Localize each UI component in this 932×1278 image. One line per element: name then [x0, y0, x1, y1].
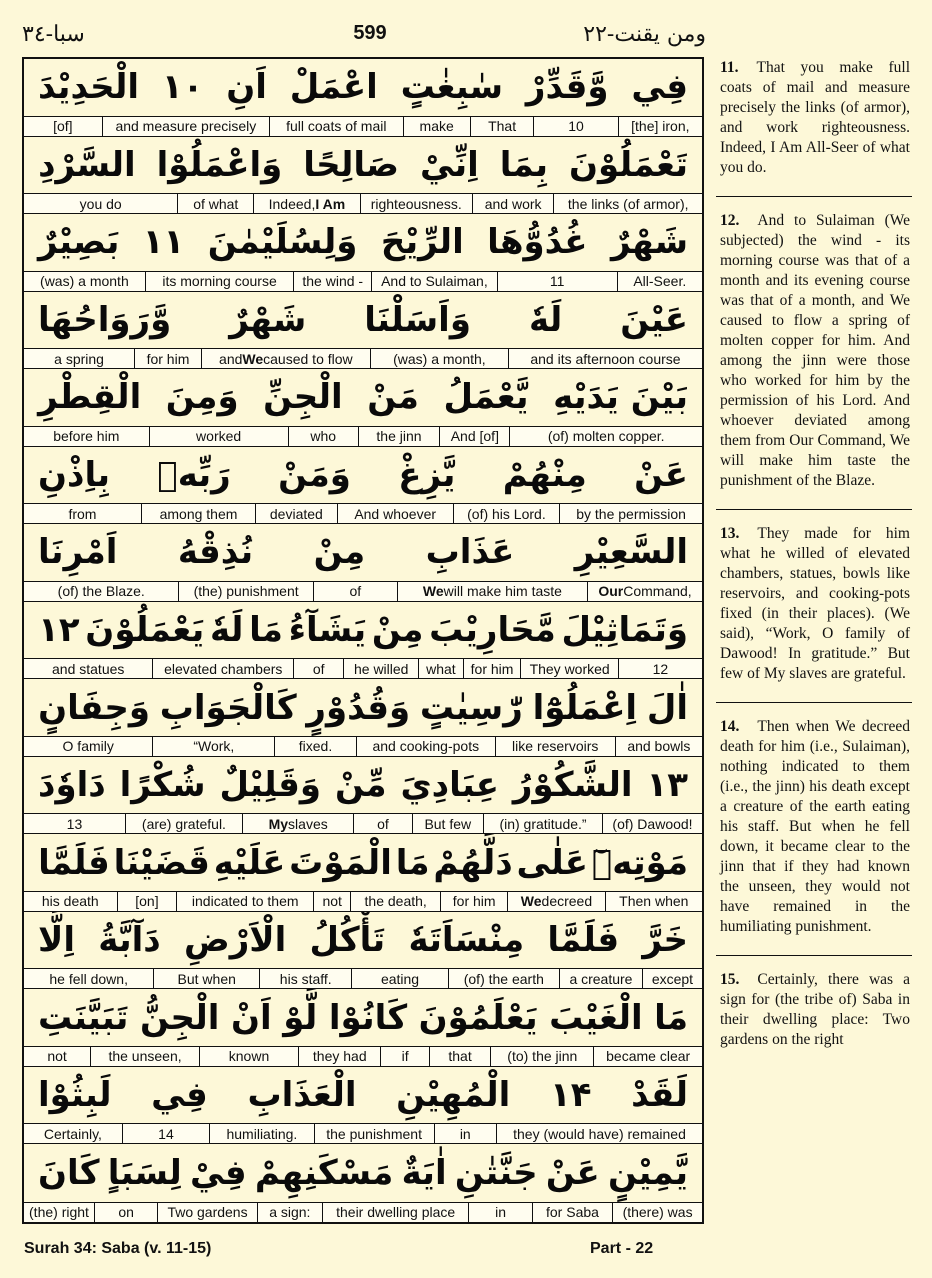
- translation-cell: 12: [618, 659, 702, 678]
- verse-row: [24, 912, 702, 990]
- arabic-word: وَاَسَلْنَا: [364, 299, 471, 340]
- arabic-word: عِبَادِيَ: [400, 765, 499, 806]
- arabic-word: تَعْمَلُوْنَ: [569, 144, 688, 185]
- translation-cell: Certainly,: [43, 1125, 102, 1142]
- arabic-word: عَنْ: [545, 1153, 600, 1194]
- sidebar-divider: [716, 509, 912, 510]
- translation-cell: a spring: [54, 350, 104, 367]
- translation-cell: Indeed, I Am: [253, 194, 359, 213]
- translation-cell: and its afternoon course: [508, 349, 702, 368]
- arabic-word: ۱۳: [646, 765, 688, 806]
- translation-line: [24, 271, 702, 292]
- translation-cell: (to) the jinn: [490, 1047, 593, 1066]
- sidebar-divider: [716, 955, 912, 956]
- arabic-word: مَسْكَنِهِمْ: [254, 1153, 394, 1194]
- arabic-word: السَّعِيْرِ: [574, 532, 688, 573]
- arabic-word: وَجِفَانٍ: [38, 687, 150, 728]
- translation-cell: deviated: [255, 504, 337, 523]
- translation-cell: of: [353, 814, 411, 833]
- arabic-word: فِي: [631, 67, 688, 108]
- verse-row: [24, 602, 702, 680]
- arabic-word: يَشَآءُ: [288, 609, 367, 650]
- verse-text: That you make full coats of mail and measure precisely the links (of armor), and work righteousness. Indeed, I Am All-Seer of what you do.: [720, 59, 910, 176]
- verse-row: [24, 1067, 702, 1145]
- translation-cell: by the permission: [559, 504, 702, 523]
- translation-cell: the links (of armor),: [553, 194, 702, 213]
- translation-line: [24, 891, 702, 912]
- arabic-word: الْحَدِيْدَ: [38, 67, 140, 108]
- translation-cell: the punishment: [314, 1124, 434, 1143]
- translation-cell: (the) right: [29, 1204, 89, 1221]
- translation-sidebar: [720, 58, 910, 1068]
- word-by-word-grid: [22, 57, 704, 1224]
- translation-line: [24, 1123, 702, 1144]
- arabic-word: وَلِسُلَيْمٰنَ: [207, 222, 358, 263]
- translation-line: [24, 813, 702, 834]
- verse-row: [24, 989, 702, 1067]
- translation-cell: eating: [351, 969, 447, 988]
- translation-cell: for him: [440, 892, 507, 911]
- footer-surah: Surah 34: Saba (v. 11-15): [24, 1240, 212, 1257]
- arabic-word: ۱۰: [161, 67, 204, 108]
- arabic-word: دَاوٗدَ: [38, 765, 106, 806]
- translation-cell: and We caused to flow: [201, 349, 370, 368]
- arabic-line: [24, 834, 702, 891]
- arabic-line: [24, 524, 702, 581]
- translation-line: [24, 1202, 702, 1222]
- translation-cell: indicated to them: [176, 892, 313, 911]
- translation-cell: in: [434, 1124, 496, 1143]
- arabic-word: اَمْرِنَا: [38, 532, 118, 573]
- arabic-word: يَّعْمَلُ: [443, 377, 529, 418]
- arabic-word: بِاِذْنِ: [38, 454, 111, 495]
- arabic-line: [24, 369, 702, 426]
- arabic-word: ۱۱: [142, 222, 185, 263]
- translation-cell: elevated chambers: [152, 659, 293, 678]
- translation-cell: his death: [41, 893, 99, 910]
- translation-cell: and measure precisely: [102, 117, 269, 136]
- translation-cell: Two gardens: [157, 1203, 256, 1222]
- arabic-word: عَنْ: [634, 454, 688, 495]
- translation-cell: known: [199, 1047, 298, 1066]
- translation-line: [24, 658, 702, 679]
- translation-cell: in: [468, 1203, 531, 1222]
- arabic-word: اِنِّيْ: [419, 144, 479, 185]
- arabic-word: مِنْ: [313, 532, 366, 573]
- arabic-word: يَعْمَلُوْنَ: [85, 609, 205, 650]
- arabic-word: صَالِحًا: [303, 144, 399, 185]
- sidebar-divider: [716, 196, 912, 197]
- translation-cell: a sign:: [257, 1203, 322, 1222]
- arabic-line: [24, 757, 702, 814]
- verse-number: 14.: [720, 718, 740, 735]
- arabic-word: اٰيَةٌ: [401, 1153, 447, 1194]
- arabic-word: الْمَوْتَ: [289, 842, 392, 883]
- translation-cell: for him: [463, 659, 521, 678]
- arabic-word: عَلٰى: [516, 842, 589, 883]
- translation-cell: (was) a month,: [370, 349, 508, 368]
- arabic-word: وَّقَدِّرْ: [525, 67, 609, 108]
- arabic-word: اَنْ: [231, 997, 272, 1038]
- verse-row: [24, 524, 702, 602]
- translation-cell: My slaves: [242, 814, 353, 833]
- arabic-word: اَنِ: [226, 67, 267, 108]
- translation-cell: righteousness.: [360, 194, 472, 213]
- translation-cell: except: [642, 969, 702, 988]
- translation-cell: and statues: [52, 660, 125, 677]
- arabic-line: [24, 292, 702, 349]
- translation-cell: who: [288, 427, 358, 446]
- arabic-word: مِّنْ: [334, 765, 387, 806]
- arabic-word: يَّمِيْنٍ: [607, 1153, 688, 1194]
- translation-cell: humiliating.: [209, 1124, 314, 1143]
- arabic-word: ۱۴: [549, 1075, 592, 1116]
- translation-cell: his staff.: [259, 969, 351, 988]
- translation-cell: they (would have) remained: [496, 1124, 702, 1143]
- arabic-word: الْعَذَابِ: [247, 1075, 357, 1116]
- translation-cell: the unseen,: [90, 1047, 199, 1066]
- translation-cell: But when: [153, 969, 259, 988]
- translation-cell: that: [429, 1047, 491, 1066]
- translation-cell: he fell down,: [49, 970, 128, 987]
- translation-cell: (of) the earth: [448, 969, 559, 988]
- translation-cell: O family: [62, 738, 114, 755]
- translation-cell: Our Command,: [587, 582, 702, 601]
- arabic-word: اِلَّا: [38, 920, 75, 961]
- translation-line: [24, 736, 702, 757]
- arabic-word: وَقَلِيْلٌ: [219, 765, 322, 806]
- arabic-word: خَرَّ: [642, 920, 688, 961]
- arabic-word: بَيْنَ يَدَيْهِ: [553, 377, 688, 418]
- arabic-word: لَهٗ: [209, 609, 244, 650]
- arabic-word: مَنْ: [367, 377, 419, 418]
- arabic-word: الْقِطْرِ: [38, 377, 142, 418]
- arabic-word: عَيْنَ: [620, 299, 688, 340]
- verse-text: They made for him what he willed of elevated chambers, statues, bowls like reservoirs, and cooking-pots fixed (in their places). (We said), “Work, O family of Dawood! In gratitude.” But few of My slaves are grateful.: [720, 525, 910, 682]
- translation-cell: not: [47, 1048, 67, 1065]
- translation-cell: if: [380, 1047, 428, 1066]
- translation-cell: Then when: [605, 892, 702, 911]
- arabic-word: لَقَدْ: [631, 1075, 688, 1116]
- arabic-word: فِيْ: [190, 1153, 247, 1194]
- translation-cell: We will make him taste: [397, 582, 587, 601]
- sidebar-verse: [720, 970, 910, 1050]
- verse-number: 11.: [720, 59, 739, 76]
- translation-line: [24, 503, 702, 524]
- translation-cell: (in) gratitude.”: [483, 814, 602, 833]
- translation-cell: and cooking-pots: [356, 737, 495, 756]
- verse-row: [24, 447, 702, 525]
- arabic-word: شَهْرٌ: [229, 299, 307, 340]
- arabic-word: مَا: [395, 842, 430, 883]
- translation-cell: you do: [79, 195, 122, 212]
- verse-row: [24, 834, 702, 912]
- verse-row: [24, 757, 702, 835]
- arabic-word: شَهْرٌ: [610, 222, 688, 263]
- translation-cell: on: [94, 1203, 157, 1222]
- arabic-word: وَمِنَ: [165, 377, 239, 418]
- arabic-word: دَآبَّةُ: [98, 920, 161, 961]
- arabic-word: مِنْهُمْ: [502, 454, 587, 495]
- translation-cell: (there) was: [612, 1203, 702, 1222]
- translation-cell: 14: [122, 1124, 209, 1143]
- arabic-line: [24, 59, 702, 116]
- translation-cell: became clear: [593, 1047, 702, 1066]
- translation-cell: the death,: [350, 892, 440, 911]
- translation-cell: [the] iron,: [618, 117, 702, 136]
- arabic-line: [24, 989, 702, 1046]
- arabic-word: فِي: [151, 1075, 208, 1116]
- verse-number: 12.: [720, 212, 740, 229]
- translation-cell: [on]: [117, 892, 177, 911]
- translation-cell: of: [313, 582, 397, 601]
- arabic-word: فَلَمَّا: [38, 842, 110, 883]
- translation-line: [24, 1046, 702, 1067]
- translation-cell: like reservoirs: [495, 737, 615, 756]
- translation-cell: among them: [141, 504, 255, 523]
- translation-cell: of what: [177, 194, 253, 213]
- arabic-line: [24, 1144, 702, 1202]
- arabic-word: وَّرَوَاحُهَا: [38, 299, 172, 340]
- arabic-word: قَضَيْنَا: [113, 842, 210, 883]
- arabic-word: بِمَا: [499, 144, 549, 185]
- translation-cell: before him: [53, 428, 120, 445]
- translation-cell: fixed.: [274, 737, 356, 756]
- sidebar-verse: [720, 717, 910, 937]
- translation-cell: They worked: [520, 659, 617, 678]
- translation-cell: its morning course: [145, 272, 294, 291]
- arabic-word: اِعْمَلُوْٓا: [532, 687, 638, 728]
- translation-cell: All-Seer.: [617, 272, 702, 291]
- arabic-word: لَّوْ: [283, 997, 318, 1038]
- translation-cell: they had: [298, 1047, 380, 1066]
- translation-cell: And [of]: [439, 427, 509, 446]
- arabic-word: الْغَيْبَ: [549, 997, 643, 1038]
- translation-line: [24, 116, 702, 137]
- arabic-word: مِنْ: [371, 609, 424, 650]
- arabic-word: الْمُهِيْنِ: [396, 1075, 511, 1116]
- arabic-word: مَا: [249, 609, 283, 650]
- translation-cell: (are) grateful.: [125, 814, 242, 833]
- translation-line: [24, 581, 702, 602]
- verse-row: [24, 369, 702, 447]
- arabic-word: كَانَ: [38, 1153, 100, 1194]
- arabic-word: اٰلَ: [646, 687, 688, 728]
- translation-cell: their dwelling place: [322, 1203, 468, 1222]
- translation-cell: 11: [497, 272, 617, 291]
- translation-line: [24, 968, 702, 989]
- arabic-word: فَلَمَّا: [547, 920, 620, 961]
- arabic-word: وَمَنْ: [278, 454, 351, 495]
- verse-number: 15.: [720, 971, 740, 988]
- arabic-word: اعْمَلْ: [289, 67, 378, 108]
- translation-cell: and bowls: [615, 737, 702, 756]
- arabic-word: لَهٗ: [528, 299, 563, 340]
- arabic-word: جَنَّتٰنِ: [454, 1153, 538, 1194]
- translation-cell: (of) the Blaze.: [57, 583, 145, 600]
- translation-line: [24, 426, 702, 447]
- translation-cell: not: [313, 892, 350, 911]
- translation-cell: (of) his Lord.: [453, 504, 559, 523]
- arabic-word: يَّزِغْ: [398, 454, 456, 495]
- verse-row: [24, 292, 702, 370]
- arabic-word: مَوْتِهٖٓ: [591, 842, 688, 883]
- verse-row: [24, 59, 702, 137]
- translation-cell: the jinn: [358, 427, 440, 446]
- arabic-word: تَأْكُلُ: [309, 920, 386, 961]
- header-surah-arabic: سبا-٣٤: [22, 22, 85, 47]
- arabic-word: رَبِّهٖ: [157, 454, 231, 495]
- translation-line: [24, 193, 702, 214]
- arabic-word: كَانُوْا: [328, 997, 408, 1038]
- sidebar-verse: [720, 58, 910, 178]
- verse-row: [24, 1144, 702, 1222]
- arabic-word: شُكْرًا: [119, 765, 206, 806]
- arabic-word: الْجِنِّ: [263, 377, 343, 418]
- translation-cell: And whoever: [337, 504, 453, 523]
- arabic-line: [24, 1067, 702, 1124]
- translation-cell: (the) punishment: [178, 582, 312, 601]
- translation-cell: from: [68, 505, 97, 522]
- translation-cell: (was) a month: [40, 273, 129, 290]
- arabic-word: بَصِيْرٌ: [38, 222, 120, 263]
- arabic-word: رّٰسِيٰتٍ: [419, 687, 523, 728]
- footer-part: Part - 22: [590, 1240, 654, 1257]
- arabic-word: لِسَبَاٍ: [107, 1153, 182, 1194]
- translation-cell: full coats of mail: [269, 117, 402, 136]
- sidebar-verse: [720, 211, 910, 491]
- arabic-word: يَعْلَمُوْنَ: [418, 997, 538, 1038]
- arabic-word: وَاعْمَلُوْا: [156, 144, 283, 185]
- arabic-line: [24, 602, 702, 659]
- verse-row: [24, 214, 702, 292]
- translation-cell: And to Sulaiman,: [371, 272, 497, 291]
- translation-line: [24, 348, 702, 369]
- translation-cell: (of) molten copper.: [509, 427, 702, 446]
- arabic-word: الْاَرْضِ: [184, 920, 287, 961]
- arabic-word: دَلَّهُمْ: [433, 842, 513, 883]
- arabic-word: ۱۲: [38, 609, 80, 650]
- verse-text: Then when We decreed death for him (i.e., Sulaiman), nothing indicated to them (i.e., the jinn) his death except a creature of the earth eating his staff. But when he fell down, it became clear to the jinn that if they had known the unseen, they would not have remained in the humiliating punishment.: [720, 718, 910, 935]
- translation-cell: for him: [134, 349, 201, 368]
- translation-cell: “Work,: [152, 737, 274, 756]
- arabic-word: الرِّيْحَ: [380, 222, 464, 263]
- header-part-arabic: ومن يقنت-٢٢: [583, 22, 706, 47]
- arabic-word: عَلَيْهِ: [213, 842, 286, 883]
- translation-cell: he willed: [343, 659, 418, 678]
- arabic-word: عَذَابِ: [425, 532, 515, 573]
- page-number: 599: [353, 22, 387, 44]
- translation-cell: for Saba: [532, 1203, 612, 1222]
- translation-cell: a creature: [559, 969, 642, 988]
- arabic-word: مَا: [654, 997, 688, 1038]
- translation-cell: worked: [149, 427, 288, 446]
- verse-number: 13.: [720, 525, 740, 542]
- sidebar-verse: [720, 524, 910, 684]
- translation-cell: what: [418, 659, 463, 678]
- translation-cell: [of]: [53, 118, 73, 135]
- arabic-word: مِنْسَاَتَهٗ: [408, 920, 525, 961]
- arabic-line: [24, 137, 702, 194]
- verse-text: Certainly, there was a sign for (the tribe of) Saba in their dwelling place: Two gardens on the right: [720, 971, 910, 1048]
- arabic-line: [24, 679, 702, 736]
- translation-cell: make: [403, 117, 470, 136]
- translation-cell: 10: [533, 117, 617, 136]
- arabic-line: [24, 912, 702, 969]
- arabic-word: نُذِقْهُ: [177, 532, 254, 573]
- arabic-word: وَتَمَاثِيْلَ: [561, 609, 688, 650]
- arabic-word: غُدُوُّهَا: [487, 222, 588, 263]
- verse-row: [24, 137, 702, 215]
- arabic-word: كَالْجَوَابِ: [159, 687, 297, 728]
- arabic-word: الْجِنُّ: [139, 997, 220, 1038]
- sidebar-divider: [716, 702, 912, 703]
- arabic-word: الشَّكُوْرُ: [512, 765, 633, 806]
- verse-row: [24, 679, 702, 757]
- arabic-line: [24, 447, 702, 504]
- translation-cell: the wind -: [293, 272, 371, 291]
- translation-cell: That: [470, 117, 534, 136]
- arabic-word: السَّرْدِ: [38, 144, 136, 185]
- translation-cell: We decreed: [507, 892, 604, 911]
- arabic-word: مَّحَارِيْبَ: [429, 609, 556, 650]
- arabic-line: [24, 214, 702, 271]
- arabic-word: تَبَيَّنَتِ: [38, 997, 129, 1038]
- translation-cell: and work: [472, 194, 554, 213]
- translation-cell: 13: [66, 815, 83, 832]
- translation-cell: of: [293, 659, 343, 678]
- translation-cell: But few: [412, 814, 483, 833]
- translation-cell: (of) Dawood!: [602, 814, 702, 833]
- arabic-word: لَبِثُوْا: [38, 1075, 112, 1116]
- verse-text: And to Sulaiman (We subjected) the wind - its morning course was that of a month and its evening course was that of a month, and We caused to flow a spring of molten copper for him. And among the jinn were those who worked for him by the permission of his Lord. And whoever deviated among them from Our Command, We will make him taste the punishment of the Blaze.: [720, 212, 910, 489]
- arabic-word: وَقُدُوْرٍ: [306, 687, 411, 728]
- arabic-word: سٰبِغٰتٍ: [400, 67, 504, 108]
